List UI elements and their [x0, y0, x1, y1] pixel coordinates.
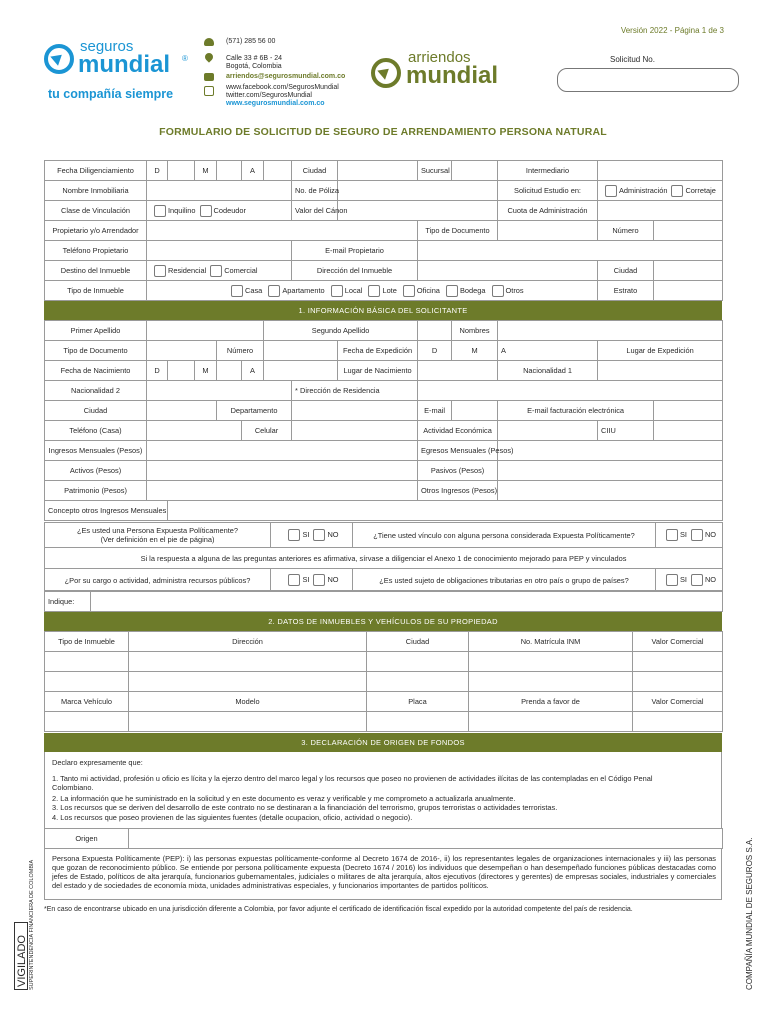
ciudad2-field[interactable]	[654, 261, 723, 281]
fecha-nac-label: Fecha de Nacimiento	[45, 361, 147, 381]
concepto-field[interactable]	[168, 501, 723, 521]
table-cell[interactable]	[469, 652, 633, 672]
table-cell[interactable]	[129, 712, 367, 732]
form-title: FORMULARIO DE SOLICITUD DE SEGURO DE ARRENDAMIENTO PERSONA NATURAL	[159, 126, 607, 138]
email-prop-label: E-mail Propietario	[292, 241, 418, 261]
table-cell[interactable]	[633, 672, 723, 692]
pep-q1-cell	[45, 523, 271, 548]
primer-apellido-field[interactable]	[147, 321, 264, 341]
table-row	[45, 672, 723, 692]
email-label: E-mail	[418, 401, 452, 421]
applicant-table	[44, 320, 723, 521]
bodega-label: Bodega	[459, 285, 486, 295]
tel-casa-field[interactable]	[147, 421, 242, 441]
tipo-inm-options	[147, 281, 598, 301]
exp-month[interactable]	[452, 341, 498, 361]
numero-label: Número	[217, 341, 264, 361]
marca-header: Marca Vehículo	[45, 692, 129, 712]
nacionalidad2-label: Nacionalidad 2	[45, 381, 147, 401]
ingresos-field[interactable]	[147, 441, 418, 461]
pep-q3-options	[271, 569, 353, 592]
nac-year-field[interactable]	[264, 361, 338, 381]
address-line1: Calle 33 # 6B - 24	[226, 55, 283, 62]
sucursal-field[interactable]	[452, 161, 498, 181]
patrimonio-field[interactable]	[147, 481, 418, 501]
fecha-exp-label: Fecha de Expedición	[338, 341, 418, 361]
local-label: Local	[344, 285, 363, 295]
day-label: D	[147, 161, 168, 181]
pasivos-label: Pasivos (Pesos)	[418, 461, 498, 481]
year-label: A	[242, 161, 264, 181]
email-prop-field[interactable]	[418, 241, 723, 261]
mail-icon	[204, 73, 214, 81]
solicitud-number-field[interactable]	[557, 68, 739, 92]
company-side-label: COMPAÑÍA MUNDIAL DE SEGUROS S.A.	[745, 837, 754, 990]
table-cell[interactable]	[45, 652, 129, 672]
declaration-box	[44, 752, 722, 829]
nacionalidad1-field[interactable]	[598, 361, 723, 381]
destino-label: Destino del Inmueble	[45, 261, 147, 281]
table-row	[45, 652, 723, 672]
section2-header: 2. DATOS DE INMUEBLES Y VEHÍCULOS DE SU PROPIEDAD	[44, 612, 722, 631]
origen-table	[44, 828, 723, 849]
no-label: NO	[327, 529, 339, 539]
ciudad-header: Ciudad	[367, 632, 469, 652]
otros-ingresos-label: Otros Ingresos (Pesos)	[418, 481, 498, 501]
nac-month-field[interactable]	[217, 361, 242, 381]
nombre-inmob-field[interactable]	[147, 181, 292, 201]
dir-residencia-label: * Dirección de Residencia	[292, 381, 418, 401]
no-poliza-label: No. de Póliza	[292, 181, 338, 201]
month-field[interactable]	[217, 161, 242, 181]
residencial-checkbox[interactable]	[154, 265, 166, 277]
apartamento-label: Apartamento	[282, 285, 325, 295]
social-icon	[204, 86, 214, 96]
estrato-label: Estrato	[598, 281, 654, 301]
departamento-field[interactable]	[292, 401, 418, 421]
si-label: SI	[302, 574, 310, 584]
pep-definition-box	[44, 848, 722, 900]
declaro-label: Declaro expresamente que:	[52, 758, 143, 767]
logo-seguros-text: seguros	[80, 38, 134, 55]
nacionalidad2-field[interactable]	[147, 381, 292, 401]
pep-q3-no-checkbox[interactable]	[313, 574, 325, 586]
pep-q1-label: ¿Es usted una Persona Expuesta Políticamente?	[76, 526, 239, 535]
table-cell[interactable]	[45, 672, 129, 692]
seguros-mundial-logo	[44, 40, 194, 102]
pep-q4-label: ¿Es usted sujeto de obligaciones tributarias en otro país o grupo de países?	[353, 569, 656, 592]
oficina-label: Oficina	[416, 285, 440, 295]
origen-field[interactable]	[129, 829, 723, 849]
departamento-label: Departamento	[217, 401, 292, 421]
inquilino-label: Inquilino	[168, 205, 196, 215]
nombres-field[interactable]	[498, 321, 723, 341]
no-label: NO	[704, 529, 717, 539]
patrimonio-label: Patrimonio (Pesos)	[45, 481, 147, 501]
casa-label: Casa	[245, 285, 263, 295]
propietario-field[interactable]	[147, 221, 418, 241]
inquilino-checkbox[interactable]	[154, 205, 166, 217]
modelo-header: Modelo	[129, 692, 367, 712]
comercial-checkbox[interactable]	[210, 265, 222, 277]
pep-q2-options	[656, 523, 723, 548]
comercial-label: Comercial	[224, 265, 258, 275]
pep-q2-label: ¿Tiene usted vínculo con alguna persona considerada Expuesta Políticamente?	[353, 523, 656, 548]
intermediario-label: Intermediario	[498, 161, 598, 181]
exp-day-label: D	[431, 346, 438, 355]
celular-label: Celular	[242, 421, 292, 441]
administracion-label: Administración	[619, 185, 668, 195]
pep-definition: Persona Expuesta Políticamente (PEP): i) las personas expuestas políticamente-conforme al Decreto 1674 de 2016-, ii) los representantes legales de organizaciones internacionales y iii) las personas que gozan de reconocimiento público. Se entiende por persona políticamente expuesta (Decreto 1674 / 2016) los individuos que desempeñan o han desempeñado funciones públicas destacadas como jefes de Estado, políticos de alta jerarquía, funcionarios gubernamentales, judiciales o militares de alta jerarquía, altos ejecutivos (directores y gerentes) de empresas sociales, industriales y comerciales del estado y de sociedades de economía mixta, unidades administrativas especiales, y funcionarios importantes de partidos políticos.	[52, 854, 716, 890]
address-line2: Bogotá, Colombia	[226, 63, 282, 70]
table-cell[interactable]	[469, 712, 633, 732]
actividad-label: Actividad Económica	[418, 421, 498, 441]
pep-q1-options	[271, 523, 353, 548]
valor-canon-label: Valor del Cánon	[292, 201, 338, 221]
table-cell[interactable]	[367, 712, 469, 732]
pep-q1-no-checkbox[interactable]	[313, 529, 325, 541]
footnote: *En caso de encontrarse ubicado en una jurisdicción diferente a Colombia, por favor adjunte el certificado de identificación fiscal expedido por la autoridad competente del país de residencia.	[44, 906, 633, 913]
declaration-item-4: 4. Los recursos que poseo provienen de las siguientes fuentes (detalle ocupacion, oficio, actividad o negocio).	[52, 813, 413, 822]
email-fact-label: E-mail facturación electrónica	[498, 401, 654, 421]
celular-field[interactable]	[292, 421, 418, 441]
tel-prop-label: Teléfono Propietario	[45, 241, 147, 261]
otros-ingresos-field[interactable]	[498, 481, 723, 501]
placa-header: Placa	[367, 692, 469, 712]
facebook-link[interactable]: www.facebook.com/SegurosMundial	[226, 84, 339, 91]
cuota-admin-field[interactable]	[598, 201, 723, 221]
nac-day-field[interactable]	[168, 361, 195, 381]
general-info-table	[44, 160, 723, 301]
administracion-checkbox[interactable]	[605, 185, 617, 197]
otros-checkbox[interactable]	[492, 285, 504, 297]
ciiu-label: CIIU	[598, 421, 654, 441]
oficina-checkbox[interactable]	[403, 285, 415, 297]
exp-year[interactable]	[498, 341, 598, 361]
tipo-doc-field[interactable]	[147, 341, 217, 361]
lugar-exp-label: Lugar de Expedición	[598, 341, 723, 361]
indique-table	[44, 590, 723, 612]
table-cell[interactable]	[367, 672, 469, 692]
indique-label: Indique:	[45, 591, 91, 612]
corretaje-label: Corretaje	[685, 185, 716, 195]
valor-header: Valor Comercial	[633, 632, 723, 652]
fecha-dilig-label: Fecha Diligenciamiento	[45, 161, 147, 181]
origen-label: Origen	[45, 829, 129, 849]
pep-q1-note: (Ver definición en el pie de página)	[100, 535, 215, 544]
ingresos-label: Ingresos Mensuales (Pesos)	[45, 441, 147, 461]
exp-day[interactable]	[418, 341, 452, 361]
lote-label: Lote	[382, 285, 397, 295]
day-field[interactable]	[168, 161, 195, 181]
estrato-field[interactable]	[654, 281, 723, 301]
declaration-item-2: 2. La información que he suministrado en la solicitud y en este documento es veraz y verificable y me comprometo a actualizarla anualmente.	[52, 794, 516, 803]
logo-registered-mark: ®	[182, 54, 188, 63]
pep-note: Si la respuesta a alguna de las preguntas anteriores es afirmativa, sírvase a diligenciar el Anexo 1 de conocimiento mejorado para PEP y vinculados	[45, 548, 723, 569]
sol-estudio-options	[598, 181, 723, 201]
otros-label: Otros	[505, 285, 524, 295]
destino-options	[147, 261, 292, 281]
version-label: Versión 2022 - Página 1 de 3	[620, 26, 724, 35]
pep-q2-si-checkbox[interactable]	[666, 529, 678, 541]
pep-table	[44, 522, 723, 592]
lote-checkbox[interactable]	[368, 285, 380, 297]
pep-q2-no-checkbox[interactable]	[691, 529, 703, 541]
logo-mundial-text: mundial	[78, 51, 171, 78]
tipo-doc-field[interactable]	[498, 221, 598, 241]
table-row	[45, 712, 723, 732]
no-poliza-field[interactable]	[338, 181, 498, 201]
tagline: tu compañía siempre	[48, 87, 174, 101]
residencial-label: Residencial	[168, 265, 207, 275]
si-label: SI	[302, 529, 310, 539]
numero-field[interactable]	[264, 341, 338, 361]
nac-day-label: D	[147, 361, 168, 381]
primer-apellido-label: Primer Apellido	[45, 321, 147, 341]
year-field[interactable]	[264, 161, 292, 181]
no-label: NO	[704, 574, 717, 584]
tipo-doc-label: Tipo de Documento	[418, 221, 498, 241]
tel-prop-field[interactable]	[147, 241, 292, 261]
vigilado-label: VIGILADO	[14, 922, 28, 990]
pep-q3-label: ¿Por su cargo o actividad, administra recursos públicos?	[45, 569, 271, 592]
nac-year-label: A	[242, 361, 264, 381]
pep-q4-si-checkbox[interactable]	[666, 574, 678, 586]
activos-label: Activos (Pesos)	[45, 461, 147, 481]
ciudad-field[interactable]	[147, 401, 217, 421]
pep-q4-no-checkbox[interactable]	[691, 574, 703, 586]
clase-vinc-options	[147, 201, 292, 221]
direccion-inm-label: Dirección del Inmueble	[292, 261, 418, 281]
segundo-apellido-label: Segundo Apellido	[264, 321, 418, 341]
table-cell[interactable]	[469, 672, 633, 692]
logo2-arriendos-text: arriendos	[408, 49, 471, 66]
ciiu-field[interactable]	[654, 421, 723, 441]
declaration-item-3: 3. Los recursos que se deriven del desarrollo de este contrato no se destinaran a la financiación del terrorismo, grupos terroristas o actividades terroristas.	[52, 803, 558, 812]
cuota-admin-label: Cuota de Administración	[498, 201, 598, 221]
bodega-checkbox[interactable]	[446, 285, 458, 297]
web-link[interactable]: www.segurosmundial.com.co	[226, 100, 325, 107]
valor-canon-field[interactable]	[338, 201, 498, 221]
ciudad-label: Ciudad	[292, 161, 338, 181]
intermediario-field[interactable]	[598, 161, 723, 181]
ciudad-label: Ciudad	[45, 401, 147, 421]
tipo-inm-label: Tipo de Inmueble	[45, 281, 147, 301]
table-cell[interactable]	[367, 652, 469, 672]
concepto-label: Concepto otros Ingresos Mensuales	[45, 501, 168, 521]
nombres-label: Nombres	[452, 321, 498, 341]
email-field[interactable]	[452, 401, 498, 421]
section3-header: 3. DECLARACIÓN DE ORIGEN DE FONDOS	[44, 733, 722, 752]
phone-icon	[204, 38, 214, 46]
lugar-nac-field[interactable]	[418, 361, 498, 381]
pasivos-field[interactable]	[498, 461, 723, 481]
actividad-field[interactable]	[498, 421, 598, 441]
logo2-mundial-text: mundial	[406, 62, 499, 89]
arriendos-mundial-logo	[371, 50, 521, 95]
assets-table	[44, 631, 723, 732]
email-fact-field[interactable]	[654, 401, 723, 421]
propietario-label: Propietario y/o Arrendador	[45, 221, 147, 241]
si-label: SI	[679, 574, 687, 584]
direccion-inm-field[interactable]	[418, 261, 598, 281]
email-link[interactable]: arriendos@segurosmundial.com.co	[226, 73, 346, 80]
pep-q4-options	[656, 569, 723, 592]
no-label: NO	[327, 574, 339, 584]
table-cell[interactable]	[633, 712, 723, 732]
twitter-link[interactable]: twitter.com/SegurosMundial	[226, 92, 312, 99]
location-icon	[203, 51, 214, 62]
numero-label: Número	[598, 221, 654, 241]
section1-header: 1. INFORMACIÓN BÁSICA DEL SOLICITANTE	[44, 301, 722, 320]
pep-q1-si-checkbox[interactable]	[288, 529, 300, 541]
valor2-header: Valor Comercial	[633, 692, 723, 712]
casa-checkbox[interactable]	[231, 285, 243, 297]
exp-month-label: M	[471, 346, 478, 355]
phone-text: (571) 285 56 00	[226, 38, 276, 45]
pep-q3-si-checkbox[interactable]	[288, 574, 300, 586]
codeudor-label: Codeudor	[213, 205, 246, 215]
table-cell[interactable]	[129, 672, 367, 692]
declaration-item-1: 1. Tanto mi actividad, profesión u oficio es lícita y la ejerzo dentro del marco legal y los recursos que poseo no provienen de actividades ilícitas de las contempladas en el Código Penal Colombiano.	[52, 774, 653, 792]
lugar-nac-label: Lugar de Nacimiento	[338, 361, 418, 381]
nac-month-label: M	[195, 361, 217, 381]
direccion-header: Dirección	[129, 632, 367, 652]
activos-field[interactable]	[147, 461, 418, 481]
tipo-doc-label: Tipo de Documento	[45, 341, 147, 361]
local-checkbox[interactable]	[331, 285, 343, 297]
corretaje-checkbox[interactable]	[671, 185, 683, 197]
egresos-field[interactable]	[498, 441, 723, 461]
numero-field[interactable]	[654, 221, 723, 241]
codeudor-checkbox[interactable]	[200, 205, 212, 217]
exp-year-label: A	[501, 346, 506, 355]
table-cell[interactable]	[45, 712, 129, 732]
nombre-inmob-label: Nombre Inmobiliaria	[45, 181, 147, 201]
superfinanciera-label: SUPERINTENDENCIA FINANCIERA DE COLOMBIA	[29, 859, 35, 990]
solicitud-label: Solicitud No.	[610, 55, 655, 64]
apartamento-checkbox[interactable]	[268, 285, 280, 297]
ciudad2-label: Ciudad	[598, 261, 654, 281]
matricula-header: No. Matrícula INM	[469, 632, 633, 652]
sucursal-label: Sucursal	[418, 161, 452, 181]
month-label: M	[195, 161, 217, 181]
table-cell[interactable]	[633, 652, 723, 672]
segundo-apellido-field[interactable]	[418, 321, 452, 341]
indique-field[interactable]	[91, 591, 723, 612]
prenda-header: Prenda a favor de	[469, 692, 633, 712]
dir-residencia-field[interactable]	[418, 381, 723, 401]
tel-casa-label: Teléfono (Casa)	[45, 421, 147, 441]
tipo-inm-header: Tipo de Inmueble	[45, 632, 129, 652]
table-cell[interactable]	[129, 652, 367, 672]
si-label: SI	[679, 529, 687, 539]
nacionalidad1-label: Nacionalidad 1	[498, 361, 598, 381]
egresos-label: Egresos Mensuales (Pesos)	[418, 441, 498, 461]
ciudad-field[interactable]	[338, 161, 418, 181]
clase-vinc-label: Clase de Vinculación	[45, 201, 147, 221]
sol-estudio-label: Solicitud Estudio en:	[498, 181, 598, 201]
